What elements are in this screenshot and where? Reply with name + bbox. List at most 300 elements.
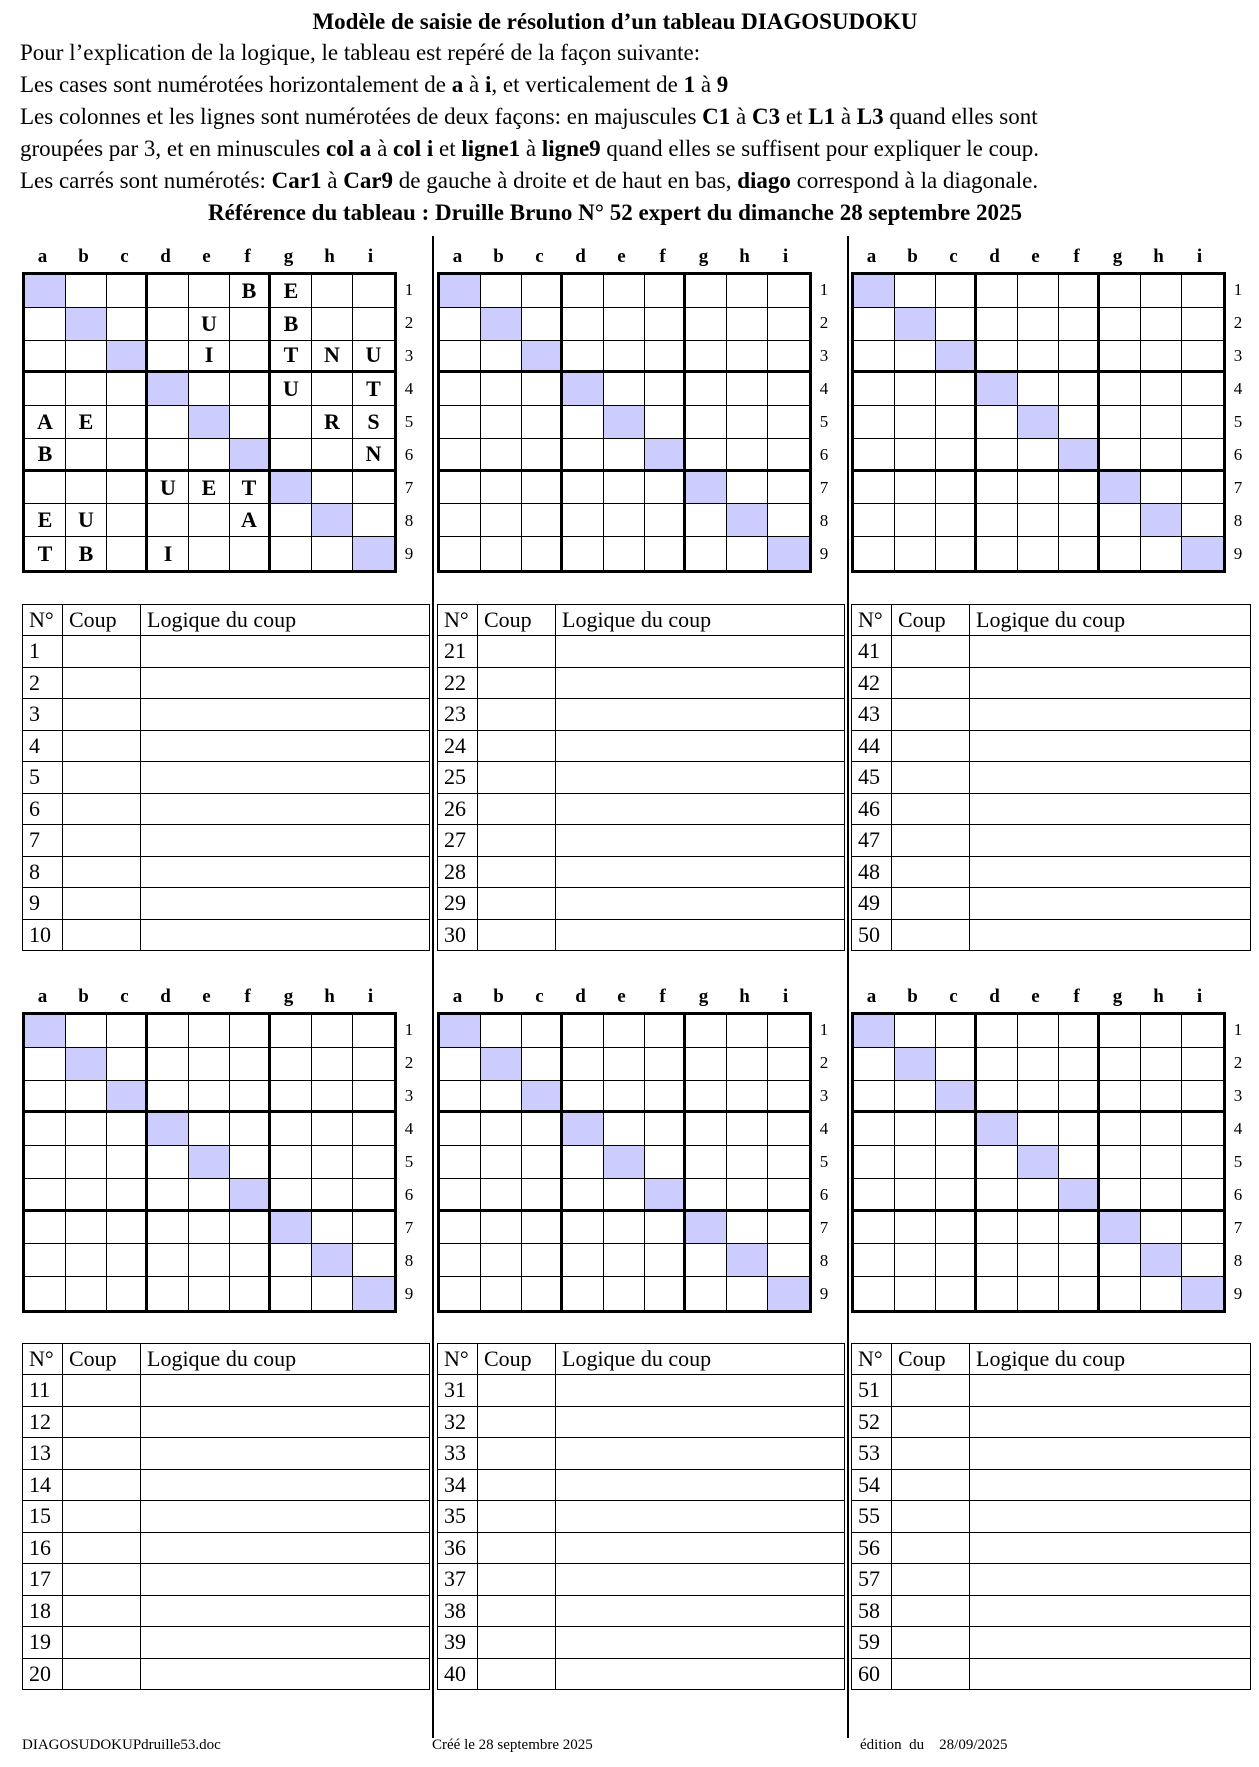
move-cell[interactable] bbox=[892, 667, 970, 699]
grid-cell[interactable] bbox=[727, 406, 768, 439]
grid-cell[interactable] bbox=[440, 537, 481, 570]
grid-cell[interactable] bbox=[768, 275, 809, 308]
logic-cell[interactable] bbox=[556, 1564, 845, 1596]
logic-cell[interactable] bbox=[141, 888, 430, 920]
grid-cell[interactable] bbox=[481, 1244, 522, 1277]
move-cell[interactable] bbox=[478, 667, 556, 699]
grid-cell[interactable]: T bbox=[271, 341, 312, 374]
grid-cell[interactable] bbox=[854, 341, 895, 374]
grid-cell[interactable] bbox=[481, 472, 522, 505]
grid-cell[interactable] bbox=[440, 1113, 481, 1146]
grid-cell[interactable] bbox=[1018, 1081, 1059, 1114]
grid-cell[interactable]: I bbox=[189, 341, 230, 374]
grid-cell[interactable] bbox=[727, 1015, 768, 1048]
grid-cell[interactable] bbox=[25, 1179, 66, 1212]
logic-cell[interactable] bbox=[141, 1375, 430, 1407]
grid-cell[interactable] bbox=[645, 1081, 686, 1114]
logic-cell[interactable] bbox=[556, 1532, 845, 1564]
grid-cell[interactable] bbox=[727, 1179, 768, 1212]
grid-cell[interactable] bbox=[645, 406, 686, 439]
grid-cell[interactable] bbox=[440, 406, 481, 439]
grid-cell[interactable] bbox=[522, 406, 563, 439]
grid-cell[interactable] bbox=[230, 373, 271, 406]
grid-cell[interactable] bbox=[645, 1113, 686, 1146]
grid-cell-diagonal[interactable] bbox=[854, 275, 895, 308]
logic-cell[interactable] bbox=[970, 1564, 1251, 1596]
grid-cell[interactable] bbox=[148, 341, 189, 374]
logic-cell[interactable] bbox=[970, 793, 1251, 825]
move-cell[interactable] bbox=[63, 730, 141, 762]
grid-cell[interactable] bbox=[1018, 1277, 1059, 1310]
grid-cell[interactable] bbox=[230, 1048, 271, 1081]
grid-cell[interactable] bbox=[1100, 406, 1141, 439]
grid-cell-diagonal[interactable] bbox=[768, 1277, 809, 1310]
move-cell[interactable] bbox=[63, 793, 141, 825]
grid-cell[interactable] bbox=[1182, 1179, 1223, 1212]
grid-cell[interactable] bbox=[645, 472, 686, 505]
grid-cell[interactable] bbox=[271, 406, 312, 439]
grid-cell-diagonal[interactable] bbox=[481, 308, 522, 341]
grid-cell[interactable]: N bbox=[312, 341, 353, 374]
grid-cell[interactable] bbox=[1018, 1015, 1059, 1048]
grid-cell[interactable] bbox=[107, 1146, 148, 1179]
logic-cell[interactable] bbox=[141, 667, 430, 699]
grid-cell[interactable] bbox=[686, 1146, 727, 1179]
logic-cell[interactable] bbox=[970, 730, 1251, 762]
grid-cell-diagonal[interactable] bbox=[189, 406, 230, 439]
grid-cell[interactable] bbox=[148, 1015, 189, 1048]
grid-cell-diagonal[interactable] bbox=[1100, 472, 1141, 505]
move-cell[interactable] bbox=[63, 667, 141, 699]
move-cell[interactable] bbox=[63, 1469, 141, 1501]
grid-cell[interactable] bbox=[1182, 1212, 1223, 1245]
move-cell[interactable] bbox=[892, 1501, 970, 1533]
grid-cell[interactable] bbox=[1141, 439, 1182, 472]
grid-cell[interactable] bbox=[977, 1212, 1018, 1245]
move-cell[interactable] bbox=[63, 1501, 141, 1533]
move-cell[interactable] bbox=[478, 1595, 556, 1627]
logic-cell[interactable] bbox=[141, 1501, 430, 1533]
grid-cell[interactable] bbox=[230, 537, 271, 570]
grid-cell[interactable] bbox=[353, 472, 394, 505]
grid-cell[interactable] bbox=[727, 1113, 768, 1146]
grid-cell[interactable]: B bbox=[230, 275, 271, 308]
grid-cell[interactable] bbox=[854, 1081, 895, 1114]
grid-cell-diagonal[interactable] bbox=[66, 308, 107, 341]
grid-cell[interactable] bbox=[936, 1179, 977, 1212]
grid-cell-diagonal[interactable] bbox=[686, 1212, 727, 1245]
grid-cell[interactable] bbox=[686, 373, 727, 406]
grid-cell[interactable] bbox=[189, 1081, 230, 1114]
grid-cell[interactable] bbox=[230, 308, 271, 341]
grid-cell[interactable] bbox=[271, 1179, 312, 1212]
grid-cell[interactable] bbox=[1100, 1277, 1141, 1310]
grid-cell[interactable] bbox=[1059, 1048, 1100, 1081]
grid-cell[interactable] bbox=[1182, 1113, 1223, 1146]
grid-cell[interactable] bbox=[1100, 1244, 1141, 1277]
grid-cell[interactable] bbox=[1018, 504, 1059, 537]
grid-cell[interactable] bbox=[977, 1179, 1018, 1212]
grid-cell[interactable] bbox=[686, 1277, 727, 1310]
grid-cell[interactable] bbox=[854, 1277, 895, 1310]
grid-cell[interactable] bbox=[312, 275, 353, 308]
grid-cell[interactable] bbox=[312, 1146, 353, 1179]
logic-cell[interactable] bbox=[556, 1375, 845, 1407]
grid-cell[interactable] bbox=[440, 504, 481, 537]
grid-cell[interactable] bbox=[1141, 1015, 1182, 1048]
grid-cell[interactable] bbox=[312, 1212, 353, 1245]
grid-cell[interactable] bbox=[189, 1048, 230, 1081]
grid-cell[interactable] bbox=[604, 1015, 645, 1048]
grid-cell[interactable] bbox=[645, 308, 686, 341]
grid-cell[interactable] bbox=[977, 1277, 1018, 1310]
grid-cell[interactable] bbox=[645, 341, 686, 374]
logic-cell[interactable] bbox=[141, 825, 430, 857]
move-cell[interactable] bbox=[63, 856, 141, 888]
grid-cell[interactable] bbox=[353, 504, 394, 537]
grid-cell[interactable] bbox=[66, 1277, 107, 1310]
grid-cell-diagonal[interactable] bbox=[1100, 1212, 1141, 1245]
grid-cell[interactable] bbox=[1182, 373, 1223, 406]
grid-cell[interactable] bbox=[1059, 1212, 1100, 1245]
grid-cell[interactable] bbox=[686, 406, 727, 439]
grid-cell[interactable] bbox=[645, 275, 686, 308]
grid-cell[interactable] bbox=[481, 1179, 522, 1212]
grid-cell[interactable]: A bbox=[25, 406, 66, 439]
grid-cell[interactable] bbox=[854, 439, 895, 472]
grid-cell[interactable] bbox=[148, 308, 189, 341]
logic-cell[interactable] bbox=[556, 856, 845, 888]
move-cell[interactable] bbox=[892, 699, 970, 731]
move-cell[interactable] bbox=[63, 1438, 141, 1470]
move-cell[interactable] bbox=[478, 856, 556, 888]
grid-cell[interactable] bbox=[481, 1212, 522, 1245]
logic-cell[interactable] bbox=[970, 1375, 1251, 1407]
move-cell[interactable] bbox=[478, 1564, 556, 1596]
move-cell[interactable] bbox=[892, 1469, 970, 1501]
grid-cell[interactable] bbox=[1100, 308, 1141, 341]
grid-cell[interactable] bbox=[230, 1113, 271, 1146]
grid-cell[interactable] bbox=[481, 439, 522, 472]
move-cell[interactable] bbox=[63, 1406, 141, 1438]
grid-cell[interactable] bbox=[522, 1179, 563, 1212]
grid-cell[interactable] bbox=[936, 537, 977, 570]
grid-cell[interactable] bbox=[563, 537, 604, 570]
move-cell[interactable] bbox=[892, 636, 970, 668]
grid-cell[interactable] bbox=[1182, 1081, 1223, 1114]
grid-cell[interactable] bbox=[1182, 341, 1223, 374]
grid-cell[interactable] bbox=[1059, 275, 1100, 308]
grid-cell[interactable] bbox=[854, 537, 895, 570]
grid-cell[interactable] bbox=[1018, 308, 1059, 341]
logic-cell[interactable] bbox=[141, 699, 430, 731]
grid-cell[interactable] bbox=[189, 1277, 230, 1310]
grid-cell[interactable] bbox=[189, 275, 230, 308]
grid-cell[interactable] bbox=[768, 1113, 809, 1146]
grid-cell[interactable] bbox=[25, 1244, 66, 1277]
logic-cell[interactable] bbox=[970, 667, 1251, 699]
move-cell[interactable] bbox=[478, 1469, 556, 1501]
grid-cell[interactable] bbox=[25, 1146, 66, 1179]
grid-cell[interactable] bbox=[895, 406, 936, 439]
move-cell[interactable] bbox=[478, 825, 556, 857]
grid-cell[interactable] bbox=[686, 537, 727, 570]
grid-cell[interactable] bbox=[768, 1179, 809, 1212]
grid-cell[interactable] bbox=[312, 1179, 353, 1212]
grid-cell[interactable] bbox=[977, 275, 1018, 308]
grid-cell[interactable] bbox=[189, 1015, 230, 1048]
grid-cell-diagonal[interactable] bbox=[148, 373, 189, 406]
grid-cell[interactable] bbox=[563, 472, 604, 505]
grid-cell-diagonal[interactable] bbox=[107, 1081, 148, 1114]
grid-cell[interactable] bbox=[312, 1277, 353, 1310]
grid-cell[interactable] bbox=[440, 1048, 481, 1081]
move-cell[interactable] bbox=[63, 1595, 141, 1627]
grid-cell[interactable] bbox=[936, 308, 977, 341]
grid-cell[interactable] bbox=[107, 1212, 148, 1245]
grid-cell[interactable] bbox=[66, 1244, 107, 1277]
move-cell[interactable] bbox=[892, 856, 970, 888]
logic-cell[interactable] bbox=[556, 1438, 845, 1470]
grid-cell[interactable] bbox=[440, 1146, 481, 1179]
grid-cell[interactable] bbox=[1141, 1146, 1182, 1179]
grid-cell[interactable] bbox=[768, 373, 809, 406]
grid-cell-diagonal[interactable] bbox=[522, 1081, 563, 1114]
grid-cell[interactable] bbox=[1018, 1244, 1059, 1277]
grid-cell[interactable] bbox=[522, 439, 563, 472]
grid-cell[interactable] bbox=[522, 373, 563, 406]
grid-cell[interactable] bbox=[604, 1081, 645, 1114]
move-cell[interactable] bbox=[892, 919, 970, 951]
grid-cell[interactable] bbox=[895, 1015, 936, 1048]
grid-cell[interactable] bbox=[1100, 1048, 1141, 1081]
grid-cell[interactable] bbox=[1141, 1113, 1182, 1146]
move-cell[interactable] bbox=[892, 1627, 970, 1659]
logic-cell[interactable] bbox=[141, 1406, 430, 1438]
logic-cell[interactable] bbox=[970, 636, 1251, 668]
grid-cell[interactable] bbox=[645, 504, 686, 537]
move-cell[interactable] bbox=[63, 1532, 141, 1564]
grid-cell[interactable] bbox=[312, 1081, 353, 1114]
grid-cell[interactable] bbox=[1182, 275, 1223, 308]
grid-cell[interactable] bbox=[727, 308, 768, 341]
move-cell[interactable] bbox=[478, 1406, 556, 1438]
grid-cell[interactable] bbox=[271, 537, 312, 570]
grid-cell[interactable] bbox=[271, 1277, 312, 1310]
logic-cell[interactable] bbox=[970, 825, 1251, 857]
grid-cell-diagonal[interactable] bbox=[25, 275, 66, 308]
grid-cell[interactable] bbox=[66, 1081, 107, 1114]
grid-cell[interactable] bbox=[977, 537, 1018, 570]
grid-cell[interactable] bbox=[1100, 1146, 1141, 1179]
grid-cell[interactable] bbox=[25, 1113, 66, 1146]
grid-cell-diagonal[interactable] bbox=[604, 1146, 645, 1179]
grid-cell[interactable] bbox=[895, 1081, 936, 1114]
grid-cell[interactable]: U bbox=[189, 308, 230, 341]
grid-cell[interactable] bbox=[1141, 373, 1182, 406]
move-cell[interactable] bbox=[63, 1627, 141, 1659]
grid-cell[interactable] bbox=[768, 1212, 809, 1245]
logic-cell[interactable] bbox=[556, 1469, 845, 1501]
grid-cell[interactable] bbox=[1059, 373, 1100, 406]
grid-cell[interactable] bbox=[1018, 1179, 1059, 1212]
logic-cell[interactable] bbox=[970, 1627, 1251, 1659]
logic-cell[interactable] bbox=[970, 888, 1251, 920]
grid-cell[interactable] bbox=[148, 1081, 189, 1114]
logic-cell[interactable] bbox=[141, 856, 430, 888]
grid-cell-diagonal[interactable] bbox=[189, 1146, 230, 1179]
grid-cell[interactable] bbox=[522, 472, 563, 505]
grid-cell[interactable] bbox=[66, 472, 107, 505]
grid-cell[interactable] bbox=[1100, 1015, 1141, 1048]
grid-cell[interactable] bbox=[107, 1015, 148, 1048]
grid-cell[interactable] bbox=[895, 1179, 936, 1212]
grid-cell[interactable] bbox=[271, 1146, 312, 1179]
grid-cell[interactable] bbox=[604, 472, 645, 505]
grid-cell[interactable] bbox=[25, 1277, 66, 1310]
move-cell[interactable] bbox=[478, 888, 556, 920]
move-cell[interactable] bbox=[63, 888, 141, 920]
logic-cell[interactable] bbox=[970, 1501, 1251, 1533]
grid-cell-diagonal[interactable] bbox=[312, 504, 353, 537]
grid-cell-diagonal[interactable] bbox=[1018, 1146, 1059, 1179]
grid-cell[interactable] bbox=[977, 341, 1018, 374]
grid-cell[interactable] bbox=[148, 439, 189, 472]
grid-cell[interactable] bbox=[768, 1081, 809, 1114]
grid-cell[interactable] bbox=[768, 406, 809, 439]
grid-cell[interactable] bbox=[1059, 341, 1100, 374]
grid-cell[interactable] bbox=[230, 341, 271, 374]
grid-cell[interactable] bbox=[522, 1015, 563, 1048]
grid-cell[interactable] bbox=[481, 373, 522, 406]
grid-cell[interactable]: T bbox=[230, 472, 271, 505]
grid-cell[interactable] bbox=[563, 341, 604, 374]
logic-cell[interactable] bbox=[970, 1406, 1251, 1438]
grid-cell-diagonal[interactable] bbox=[230, 439, 271, 472]
move-cell[interactable] bbox=[63, 1375, 141, 1407]
grid-cell[interactable] bbox=[1018, 472, 1059, 505]
grid-cell[interactable] bbox=[727, 1146, 768, 1179]
grid-cell[interactable] bbox=[440, 1277, 481, 1310]
grid-cell[interactable] bbox=[522, 504, 563, 537]
move-cell[interactable] bbox=[63, 699, 141, 731]
grid-cell[interactable] bbox=[1141, 1081, 1182, 1114]
grid-cell[interactable] bbox=[107, 1048, 148, 1081]
grid-cell[interactable] bbox=[1018, 341, 1059, 374]
grid-cell[interactable] bbox=[271, 1081, 312, 1114]
grid-cell[interactable] bbox=[604, 373, 645, 406]
grid-cell[interactable] bbox=[768, 504, 809, 537]
grid-cell[interactable] bbox=[768, 1244, 809, 1277]
grid-cell[interactable] bbox=[522, 1244, 563, 1277]
move-cell[interactable] bbox=[478, 636, 556, 668]
grid-cell[interactable]: S bbox=[353, 406, 394, 439]
grid-cell[interactable] bbox=[604, 275, 645, 308]
grid-cell[interactable] bbox=[604, 1179, 645, 1212]
grid-cell[interactable] bbox=[936, 1277, 977, 1310]
grid-cell[interactable] bbox=[768, 439, 809, 472]
logic-cell[interactable] bbox=[556, 1501, 845, 1533]
grid-cell-diagonal[interactable] bbox=[522, 341, 563, 374]
grid-cell[interactable] bbox=[768, 1048, 809, 1081]
grid-cell[interactable] bbox=[1059, 1277, 1100, 1310]
grid-cell[interactable] bbox=[353, 1015, 394, 1048]
grid-cell[interactable] bbox=[977, 1146, 1018, 1179]
grid-cell[interactable] bbox=[353, 1081, 394, 1114]
grid-cell[interactable] bbox=[148, 1277, 189, 1310]
grid-cell[interactable] bbox=[854, 1212, 895, 1245]
grid-cell[interactable] bbox=[1182, 1048, 1223, 1081]
move-cell[interactable] bbox=[478, 919, 556, 951]
grid-cell[interactable] bbox=[895, 504, 936, 537]
grid-cell[interactable] bbox=[686, 439, 727, 472]
grid-cell[interactable] bbox=[1141, 341, 1182, 374]
grid-cell[interactable] bbox=[1100, 373, 1141, 406]
grid-cell[interactable] bbox=[645, 1212, 686, 1245]
grid-cell[interactable] bbox=[854, 1048, 895, 1081]
grid-cell[interactable] bbox=[66, 1179, 107, 1212]
grid-cell[interactable] bbox=[686, 275, 727, 308]
grid-cell[interactable] bbox=[1182, 1146, 1223, 1179]
grid-cell[interactable] bbox=[312, 373, 353, 406]
grid-cell[interactable] bbox=[189, 1244, 230, 1277]
grid-cell[interactable] bbox=[1059, 504, 1100, 537]
grid-cell[interactable] bbox=[25, 341, 66, 374]
grid-cell[interactable] bbox=[189, 537, 230, 570]
grid-cell[interactable] bbox=[1100, 275, 1141, 308]
grid-cell[interactable] bbox=[686, 1081, 727, 1114]
move-cell[interactable] bbox=[478, 762, 556, 794]
grid-cell[interactable] bbox=[1141, 406, 1182, 439]
grid-cell[interactable] bbox=[1059, 472, 1100, 505]
grid-cell[interactable] bbox=[1018, 275, 1059, 308]
grid-cell[interactable] bbox=[230, 1015, 271, 1048]
move-cell[interactable] bbox=[63, 919, 141, 951]
grid-cell[interactable] bbox=[895, 373, 936, 406]
logic-cell[interactable] bbox=[141, 919, 430, 951]
logic-cell[interactable] bbox=[970, 1595, 1251, 1627]
grid-cell[interactable] bbox=[563, 1015, 604, 1048]
grid-cell[interactable] bbox=[440, 1081, 481, 1114]
grid-cell[interactable]: I bbox=[148, 537, 189, 570]
logic-cell[interactable] bbox=[141, 636, 430, 668]
logic-cell[interactable] bbox=[556, 919, 845, 951]
logic-cell[interactable] bbox=[970, 1438, 1251, 1470]
logic-cell[interactable] bbox=[141, 793, 430, 825]
move-cell[interactable] bbox=[478, 1438, 556, 1470]
grid-cell[interactable]: U bbox=[271, 373, 312, 406]
grid-cell[interactable] bbox=[312, 537, 353, 570]
grid-cell[interactable] bbox=[1059, 1113, 1100, 1146]
grid-cell[interactable] bbox=[481, 341, 522, 374]
grid-cell[interactable] bbox=[1141, 472, 1182, 505]
grid-cell[interactable] bbox=[66, 1146, 107, 1179]
grid-cell[interactable] bbox=[1059, 1244, 1100, 1277]
grid-cell[interactable] bbox=[936, 373, 977, 406]
grid-cell-diagonal[interactable] bbox=[353, 1277, 394, 1310]
grid-cell[interactable]: A bbox=[230, 504, 271, 537]
grid-cell[interactable] bbox=[522, 1277, 563, 1310]
grid-cell[interactable] bbox=[645, 1146, 686, 1179]
grid-cell[interactable] bbox=[230, 406, 271, 439]
grid-cell[interactable] bbox=[271, 1015, 312, 1048]
grid-cell[interactable] bbox=[107, 373, 148, 406]
move-cell[interactable] bbox=[892, 1564, 970, 1596]
logic-cell[interactable] bbox=[970, 919, 1251, 951]
grid-cell[interactable] bbox=[936, 1212, 977, 1245]
grid-cell[interactable] bbox=[230, 1212, 271, 1245]
logic-cell[interactable] bbox=[556, 888, 845, 920]
